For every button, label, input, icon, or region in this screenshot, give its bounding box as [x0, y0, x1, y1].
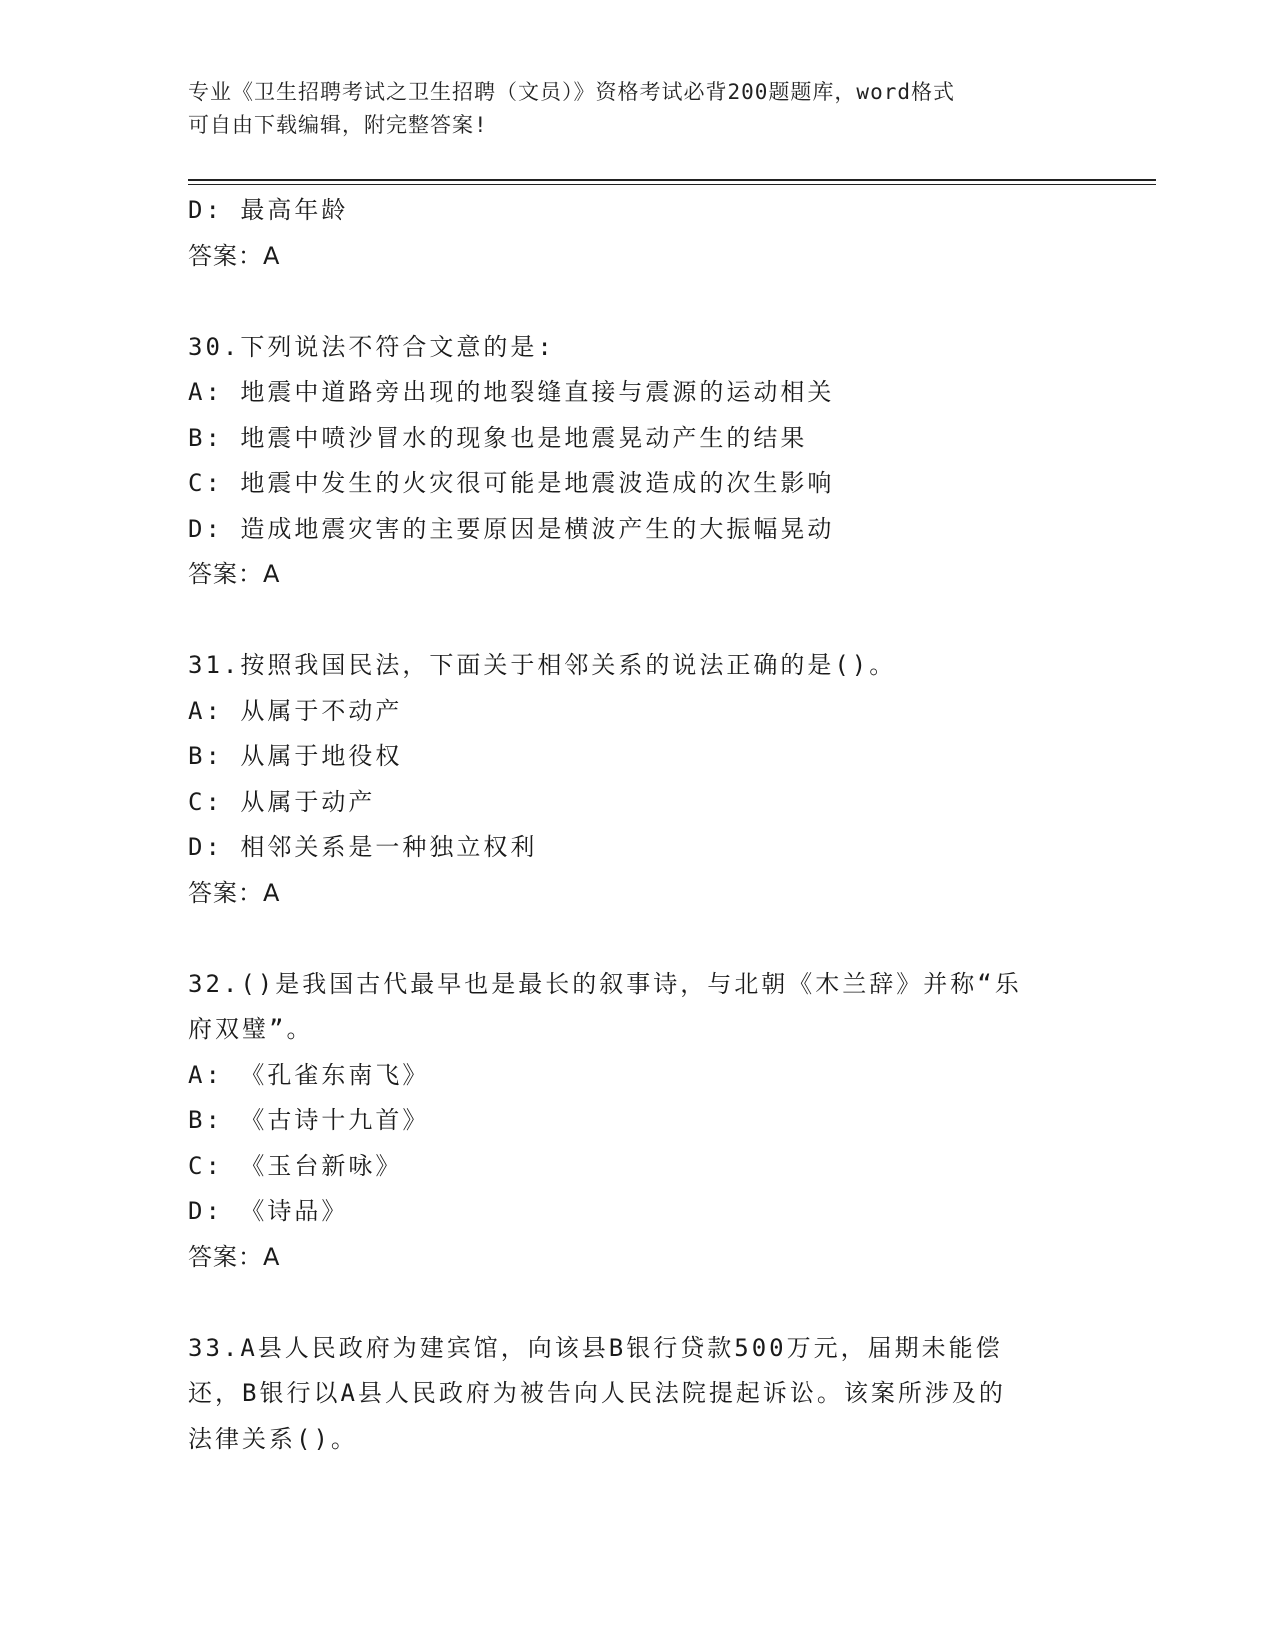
option-d: D: 最高年龄	[188, 196, 349, 224]
option-b: B: 从属于地役权	[188, 742, 403, 770]
question-31	[188, 643, 1088, 916]
question-text-line-3: 法律关系()。	[188, 1424, 358, 1453]
option-d: D: 造成地震灾害的主要原因是横波产生的大振幅晃动	[188, 514, 835, 543]
option-b: B: 《古诗十九首》	[188, 1106, 430, 1134]
option-a: A: 从属于不动产	[188, 696, 403, 725]
header-line-2: 可自由下载编辑，附完整答案!	[188, 113, 488, 137]
document-body	[188, 188, 1088, 1462]
answer-line: 答案：A	[188, 560, 281, 588]
question-text-line-1: 32.()是我国古代最早也是最长的叙事诗，与北朝《木兰辞》并称“乐	[188, 969, 1022, 998]
option-c: C: 从属于动产	[188, 787, 376, 816]
question-text-line-2: 还，B银行以A县人民政府为被告向人民法院提起诉讼。该案所涉及的	[188, 1379, 1006, 1407]
question-32	[188, 962, 1088, 1281]
question-text: 31.按照我国民法，下面关于相邻关系的说法正确的是()。	[188, 651, 897, 679]
question-29-tail	[188, 188, 1088, 279]
answer-line: 答案：A	[188, 878, 281, 907]
question-33	[188, 1326, 1088, 1463]
header-line-1: 专业《卫生招聘考试之卫生招聘（文员）》资格考试必背200题题库，word格式	[188, 80, 955, 104]
header-divider-thick	[188, 179, 1156, 181]
option-a: A: 《孔雀东南飞》	[188, 1060, 430, 1089]
answer-line: 答案：A	[188, 1242, 281, 1271]
option-b: B: 地震中喷沙冒水的现象也是地震晃动产生的结果	[188, 423, 808, 452]
question-30	[188, 325, 1088, 598]
option-a: A: 地震中道路旁出现的地裂缝直接与震源的运动相关	[188, 378, 835, 406]
option-c: C: 地震中发生的火灾很可能是地震波造成的次生影响	[188, 469, 835, 497]
option-c: C: 《玉台新咏》	[188, 1151, 403, 1180]
header-divider-thin	[188, 184, 1156, 185]
question-text: 30.下列说法不符合文意的是:	[188, 332, 555, 361]
document-header	[188, 76, 1088, 142]
question-text-line-1: 33.A县人民政府为建宾馆，向该县B银行贷款500万元，届期未能偿	[188, 1333, 1003, 1362]
option-d: D: 《诗品》	[188, 1197, 349, 1225]
question-text-line-2: 府双璧”。	[188, 1015, 314, 1043]
option-d: D: 相邻关系是一种独立权利	[188, 833, 538, 861]
answer-line: 答案：A	[188, 241, 281, 270]
